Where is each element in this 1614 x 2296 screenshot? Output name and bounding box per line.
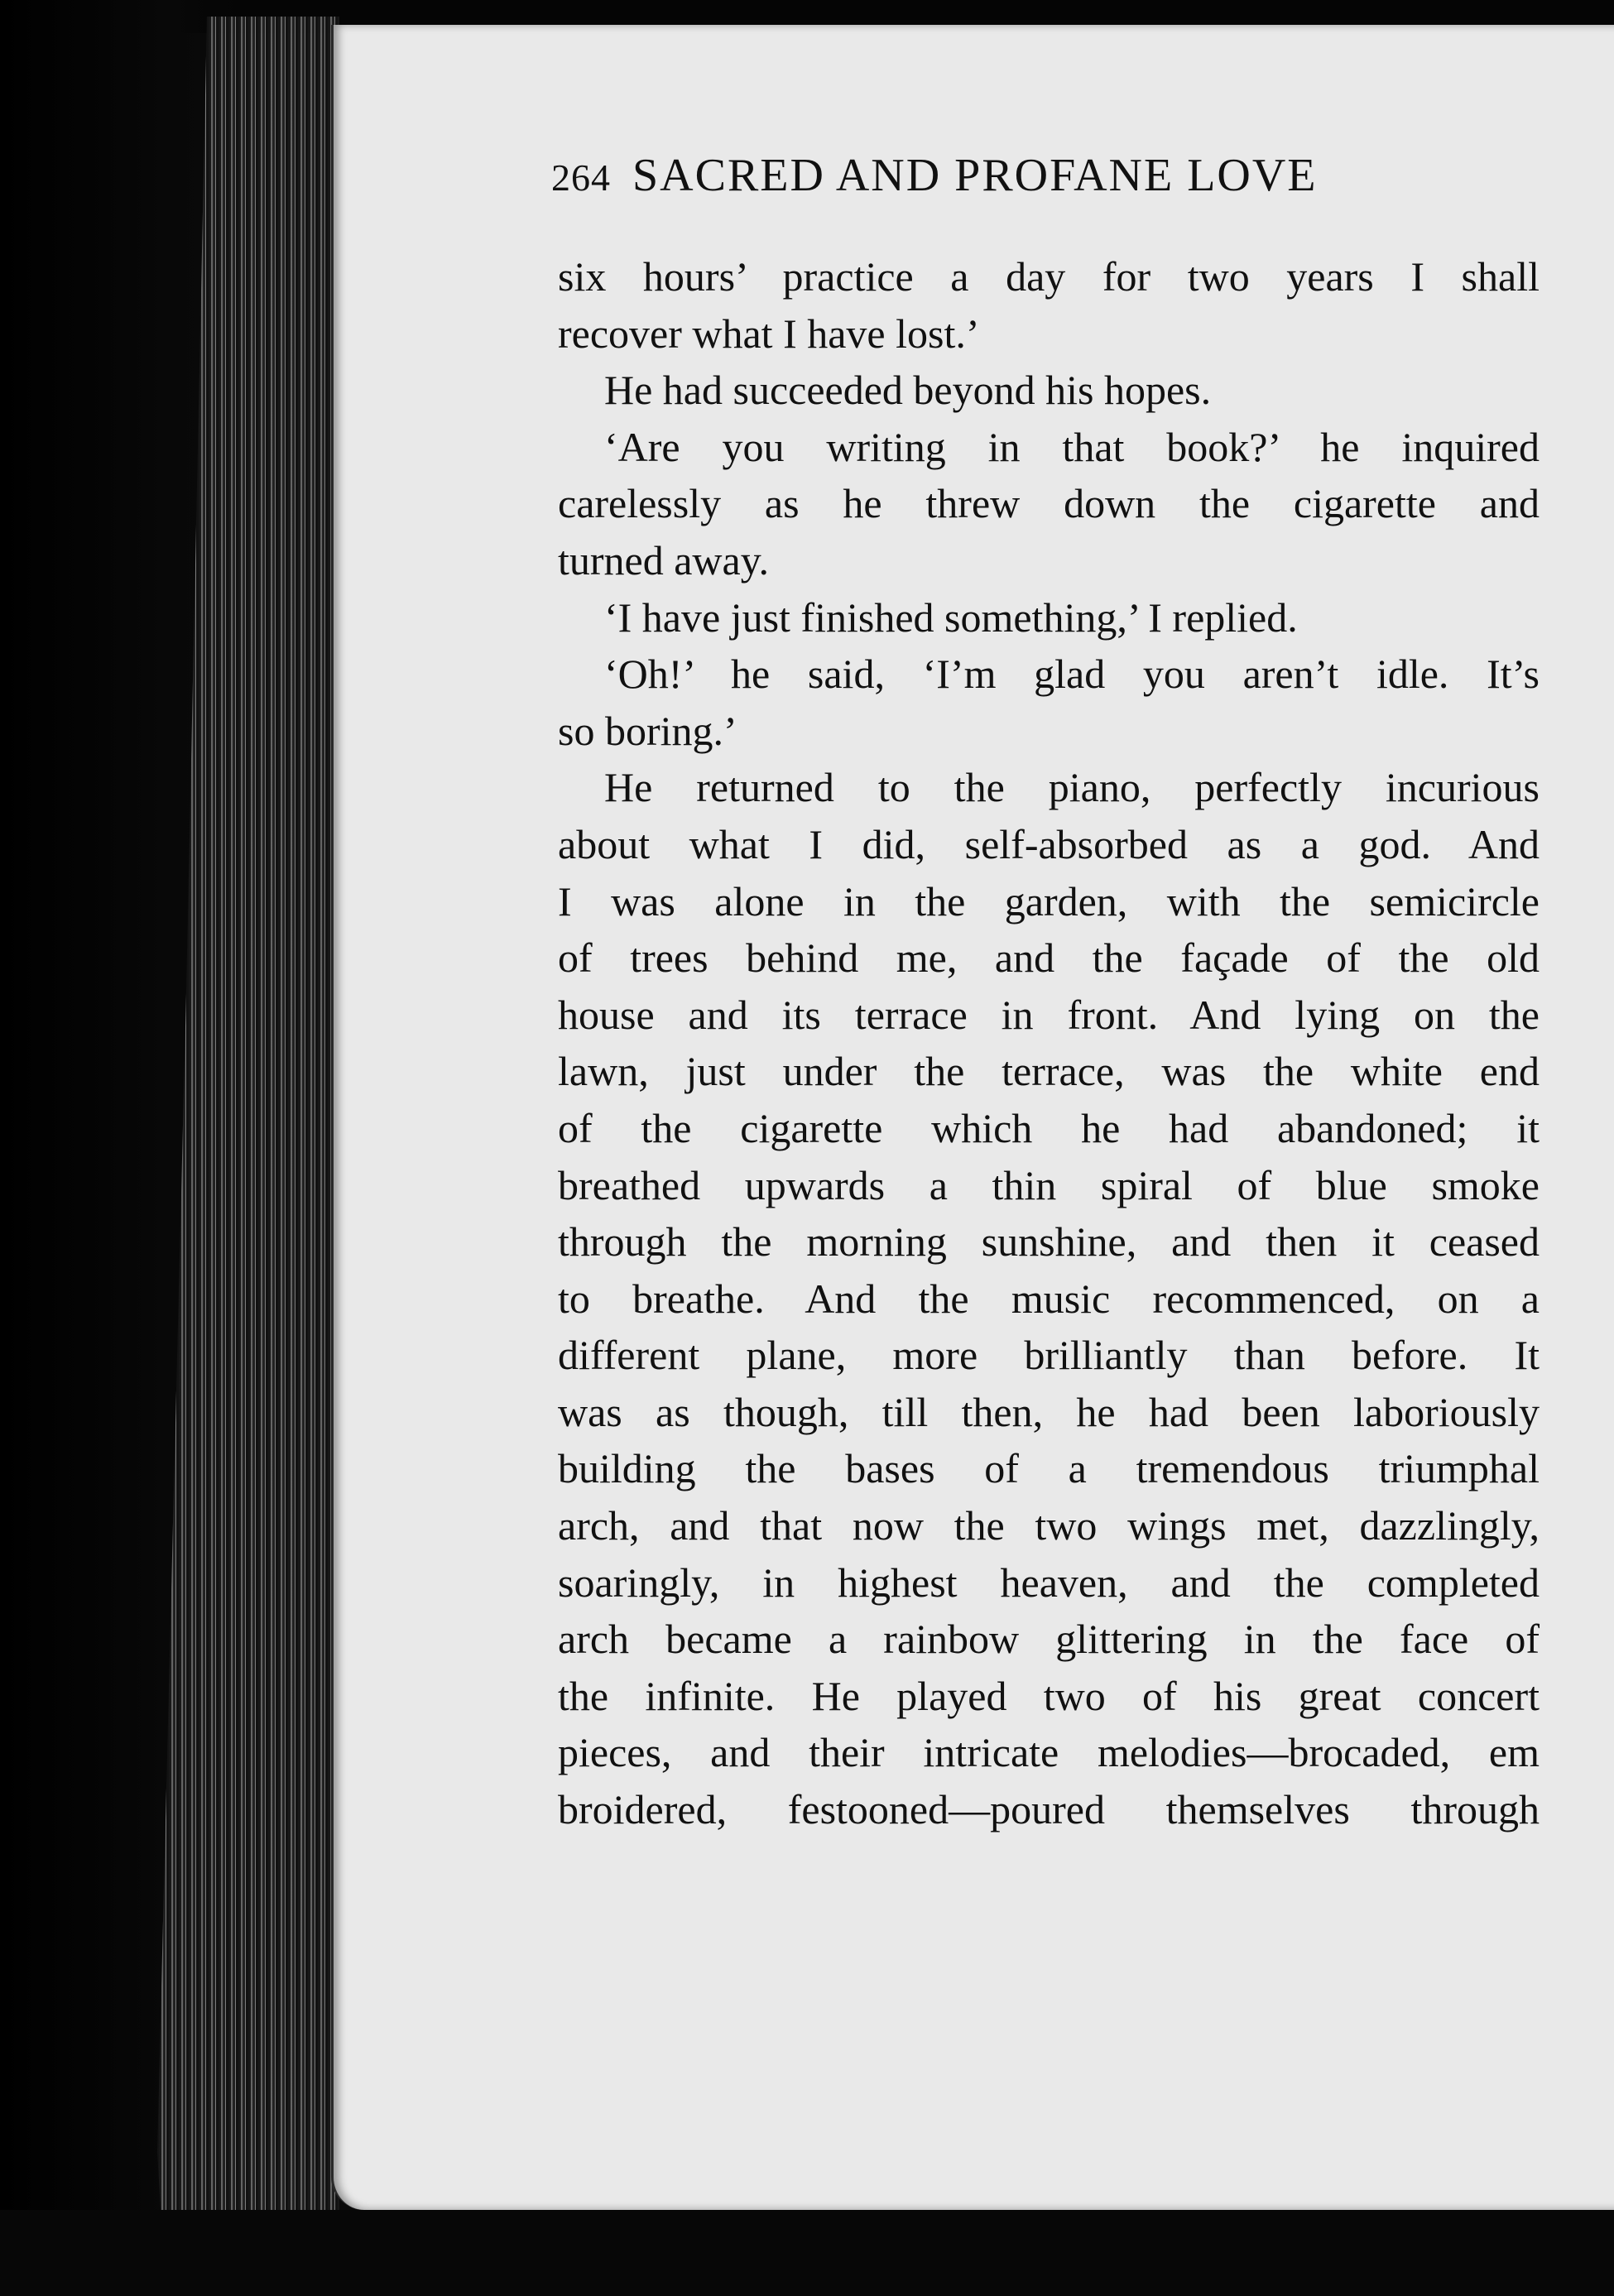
text-line: of the cigarette which he had abandoned; it [558, 1104, 1540, 1151]
text-line: pieces, and their intricate melodies—brocaded, em [558, 1729, 1540, 1776]
body-text [558, 248, 1540, 1838]
scan-bottom-border [0, 2210, 1614, 2296]
text-line: six hours’ practice a day for two years I shall [558, 253, 1540, 300]
text-line: broidered, festooned—poured themselves through [558, 1786, 1540, 1833]
text-line: arch became a rainbow glittering in the face of [558, 1616, 1540, 1663]
book-title: SACRED AND PROFANE LOVE [632, 150, 1318, 201]
text-line: ‘Are you writing in that book?’ he inquired [604, 423, 1540, 470]
page-number: 264 [551, 156, 611, 199]
text-line: soaringly, in highest heaven, and the completed [558, 1559, 1540, 1606]
text-line: different plane, more brilliantly than before. It [558, 1332, 1540, 1379]
text-line: carelessly as he threw down the cigarette and [558, 480, 1540, 527]
text-line: He had succeeded beyond his hopes. [604, 367, 1212, 414]
running-head [551, 149, 1440, 215]
text-line: through the morning sunshine, and then it ceased [558, 1218, 1540, 1266]
text-line: breathed upwards a thin spiral of blue smoke [558, 1161, 1540, 1208]
text-line: building the bases of a tremendous triumphal [558, 1445, 1540, 1492]
text-line: I was alone in the garden, with the semicircle [558, 877, 1540, 925]
text-line: house and its terrace in front. And lying on the [558, 991, 1540, 1038]
text-line: about what I did, self-absorbed as a god. And [558, 820, 1540, 867]
text-line: arch, and that now the two wings met, dazzlingly, [558, 1502, 1540, 1549]
text-line: was as though, till then, he had been laboriously [558, 1388, 1540, 1435]
text-line: so boring.’ [558, 707, 737, 754]
text-line: to breathe. And the music recommenced, on a [558, 1275, 1540, 1322]
text-line: lawn, just under the terrace, was the white end [558, 1048, 1540, 1095]
text-line: the infinite. He played two of his great concert [558, 1672, 1540, 1719]
text-line: turned away. [558, 536, 769, 584]
text-line: of trees behind me, and the façade of the old [558, 934, 1540, 982]
text-line: ‘Oh!’ he said, ‘I’m glad you aren’t idle. It’s [604, 651, 1540, 698]
text-line: He returned to the piano, perfectly incurious [604, 764, 1540, 811]
text-line: ‘I have just finished something,’ I replied. [604, 593, 1298, 641]
text-line: recover what I have lost.’ [558, 310, 980, 357]
